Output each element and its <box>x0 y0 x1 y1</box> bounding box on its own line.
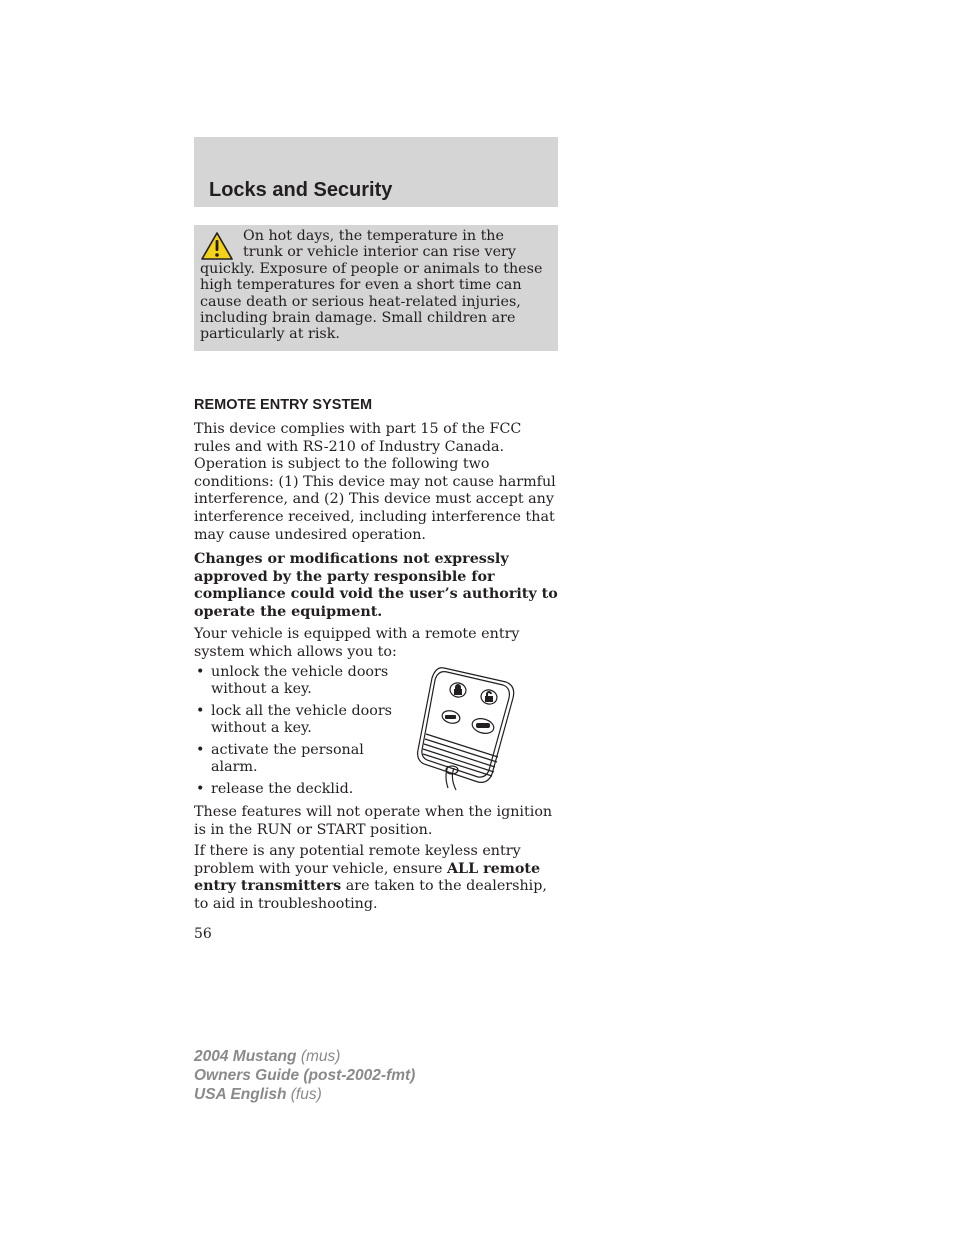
fcc-compliance-paragraph: This device complies with part 15 of the FCC rules and with RS-210 of Industry Canada. Operation is subject to the following two conditions: (1) This device may not cause harmful interference, and (2) This device must accept any interference received, including interference that may cause undesired operation. <box>194 421 556 543</box>
section-header-band <box>194 137 558 207</box>
intro-paragraph: Your vehicle is equipped with a remote entry system which allows you to: <box>194 626 520 660</box>
page-title: Locks and Security <box>209 179 393 201</box>
document-footer: 2004 Mustang (mus) Owners Guide (post-2002-fmt) USA English (fus) <box>194 1048 416 1103</box>
modification-warning-paragraph: Changes or modifications not expressly approved by the party responsible for compliance could void the user’s authority to operate the equipment. <box>194 551 558 620</box>
list-item: • activate the personal alarm. <box>196 742 364 775</box>
list-item: • unlock the vehicle doors without a key. <box>196 664 389 697</box>
ignition-note-paragraph: These features will not operate when the ignition is in the RUN or START position. <box>194 804 553 838</box>
remote-key-fob-illustration <box>414 664 520 792</box>
page-number: 56 <box>194 926 212 942</box>
list-item: • release the decklid. <box>196 781 354 797</box>
warning-box <box>194 225 558 351</box>
warning-text: On hot days, the temperature in the trunk or vehicle interior can rise very quickly. Exposure of people or animals to these high temperatures for even a short time can cause death or serious heat-related injuries, including brain damage. Small children are particularly at risk. <box>200 228 543 343</box>
list-item: • lock all the vehicle doors without a key. <box>196 703 393 736</box>
feature-list <box>194 664 394 804</box>
section-heading: REMOTE ENTRY SYSTEM <box>194 397 373 413</box>
troubleshooting-paragraph: If there is any potential remote keyless entry problem with your vehicle, ensure ALL remote entry transmitters are taken to the dealership, to aid in troubleshooting. <box>194 843 547 912</box>
